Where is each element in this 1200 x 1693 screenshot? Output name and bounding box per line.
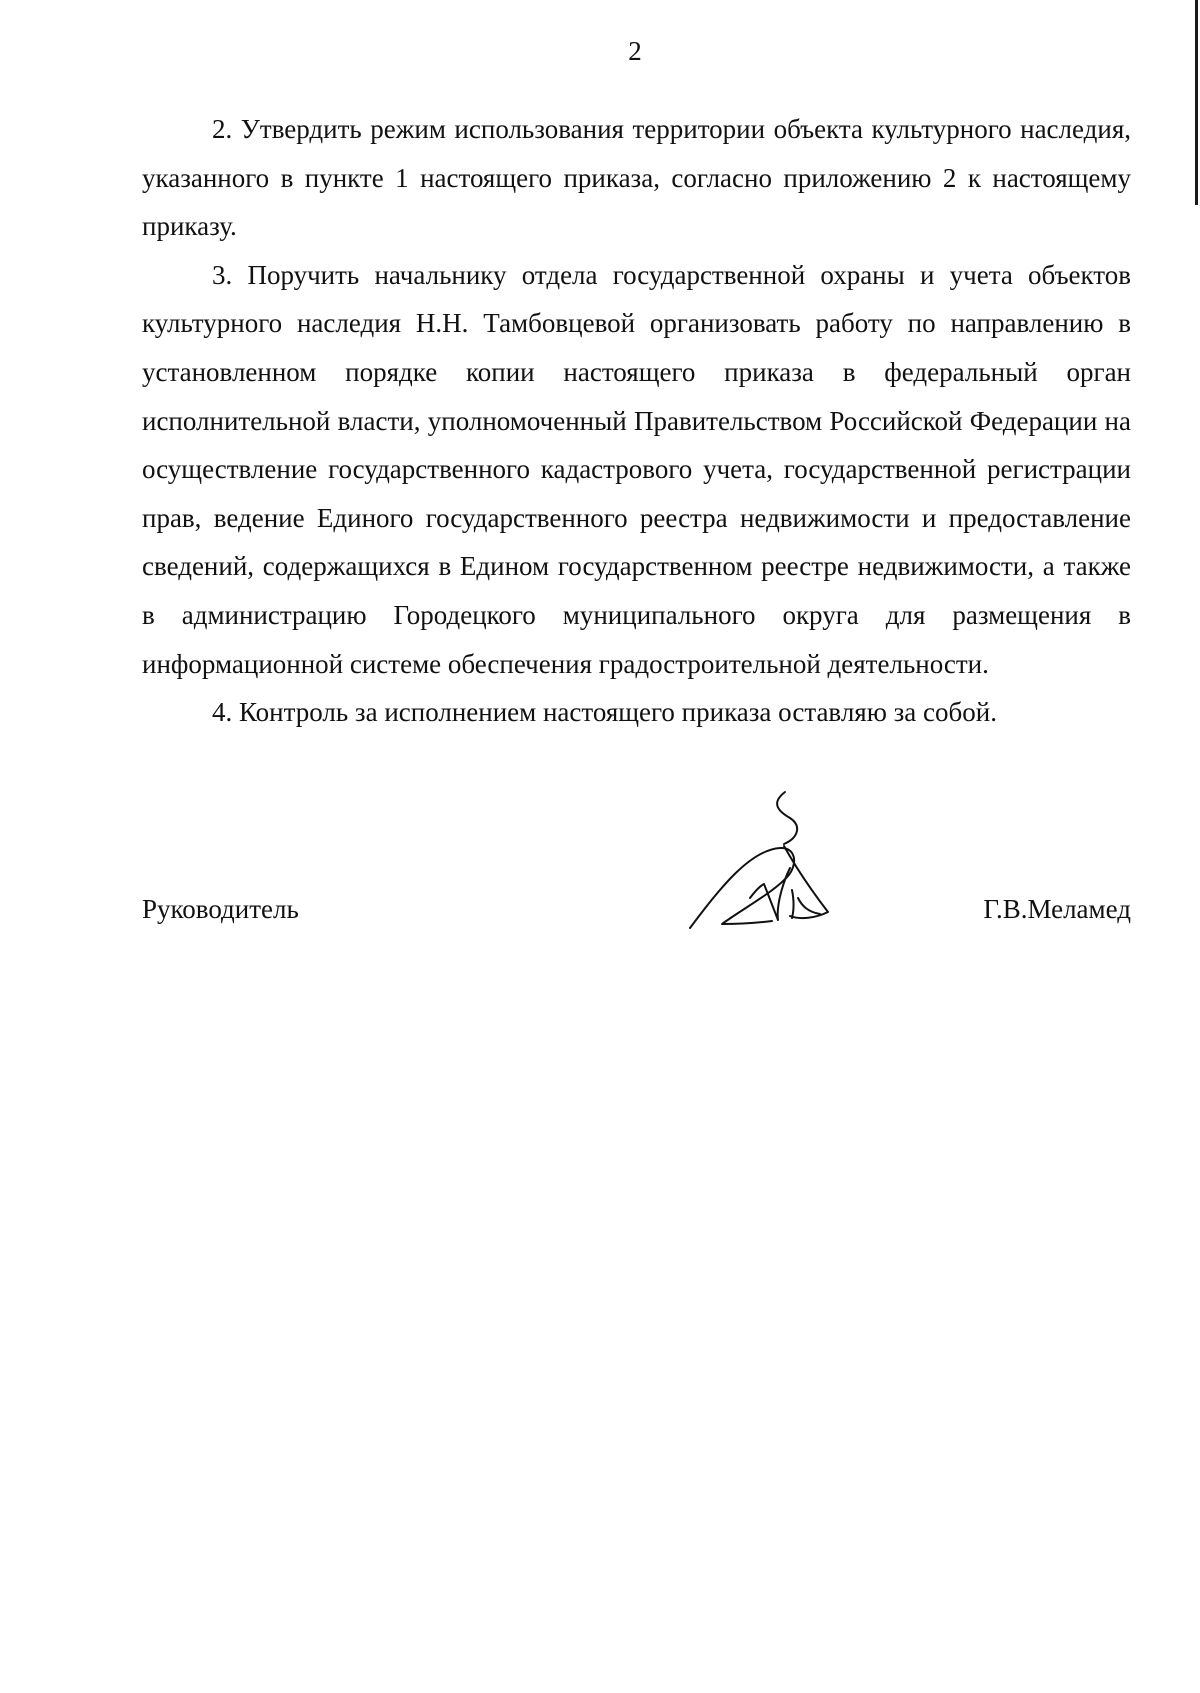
- signatory-position: Руководитель: [142, 894, 299, 924]
- paragraph-3: 3. Поручить начальнику отдела государственной охраны и учета объектов культурного наследия Н.Н. Тамбовцевой организовать работу по направлению в установленном порядке копии настоящего приказа в федеральный орган исполнительной власти, уполномоченный Правительством Российской Федерации на осуществление государственного кадастрового учета, государственной регистрации прав, ведение Единого государственного реестра недвижимости и предоставление сведений, содержащихся в Едином государственном реестре недвижимости, а также в администрацию Городецкого муниципального округа для размещения в информационной системе обеспечения градостроительной деятельности.: [142, 259, 1131, 679]
- signatory-name: Г.В.Меламед: [983, 894, 1131, 924]
- signature-block: [142, 880, 1131, 940]
- paragraph-2: 2. Утвердить режим использования территории объекта культурного наследия, указанного в пункте 1 настоящего приказа, согласно приложению 2 к настоящему приказу.: [142, 114, 1131, 242]
- paragraph-4: 4. Контроль за исполнением настоящего приказа оставляю за собой.: [212, 697, 997, 728]
- scan-edge-line: [1195, 0, 1198, 205]
- handwritten-signature-icon: [680, 780, 850, 940]
- document-body: [142, 105, 1131, 737]
- page-number: 2: [628, 36, 642, 66]
